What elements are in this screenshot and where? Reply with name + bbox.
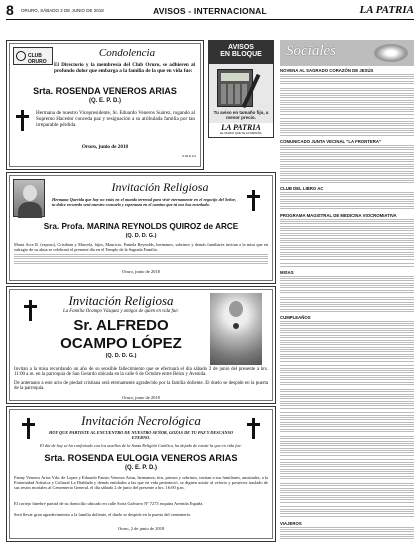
invitacion1-title: Invitación Religiosa [111, 180, 209, 194]
promo-brand-name: LA PATRIA [221, 123, 261, 132]
necrologica-sub: El día de hoy se ha confortado con los auxilios de la Santa Religión Católica, ha dejado de existir la que en vida fue: [40, 443, 242, 448]
sociales-text-programa [280, 219, 414, 267]
page-header [6, 4, 414, 20]
necrologica-qepd: (Q. E. P. D.) [125, 465, 157, 471]
condolencia-qepd: (Q. E. P. D.) [89, 98, 121, 104]
promo-brand [209, 123, 273, 138]
sociales-heading-junta: COMUNICADO JUNTA VECINAL "LA FRONTERA" [280, 139, 381, 144]
sociales-text-club [280, 192, 414, 210]
invitacion2-title: Invitación Religiosa [68, 293, 174, 308]
invitacion2-intro: La Familia Ocampo Vásquez y amigos de quien en vida fue: [63, 309, 179, 314]
sociales-text-novena [280, 74, 414, 136]
sociales-heading-novena: NOVENA AL SAGRADO CORAZÓN DE JESÚS [280, 68, 374, 73]
sacred-heart-image [210, 293, 262, 365]
invitacion-religiosa-marina [6, 172, 276, 284]
cross-icon [247, 190, 260, 211]
sociales-heading-misas: MISAS [280, 270, 294, 275]
page-date: ORURO, SÁBADO 2 DE JUNIO DE 2018 [21, 8, 104, 13]
sociales-decoration-icon [374, 44, 408, 62]
section-title: AVISOS - INTERNACIONAL [153, 6, 267, 16]
promo-caption: Tu aviso en tamaño fijo, a menor precio. [213, 110, 269, 120]
page-number: 8 [6, 2, 14, 18]
sociales-heading-programa: PROGRAMA MAGISTRAL DE MEDICINA VIOCROMIATIVA [280, 213, 397, 218]
invitacion1-intro: Hermana Querida que hoy no estás en el mundo terrenal para vivir eternamente en el regocijo del Señor, tu dulce recuerdo será nuestro consuelo y esperanza en el camino que tú nos has enseñado. [52, 197, 236, 207]
promo-headline [209, 41, 273, 64]
necrologica-thanks: Será llevar gran agradecimiento a la familia doliente, el duelo se despide en la puerta del cementerio. [14, 512, 192, 517]
sociales-text-cumpleanos [280, 321, 414, 517]
condolencia-body: Hermana de nuestro Vicepresidente, Sr. Eduardo Veneros Suárez, rogando al Supremo Hacedor conceda paz y resignación a su atribulada familia por tan irreparable pérdida. [36, 110, 195, 128]
invitacion1-qepd: (Q. D. D. G.) [125, 233, 157, 239]
invitacion2-thanks: De antemano a este acto de piedad cristiana será eternamente agradecido por la familia doliente. El duelo se despide en la puerta de la parroquia. [14, 381, 268, 391]
invitacion2-firstname: ALFREDO [96, 317, 169, 334]
invitacion-religiosa-alfredo [6, 286, 276, 404]
invitacion2-prefix: Sr. [73, 317, 93, 334]
condolencia-title: Condolencia [98, 47, 156, 59]
condolencia-place: Oruro, junio de 2018 [81, 144, 129, 150]
necrologica-body: Fanny Veneros Arias Vda. de Lopez y Eduardo Fausto Veneros Arias, hermanos; tíos, primos y sobrinos, invitan a sus familiares, amistades, a la Fraternidad Artística y Cultural La Diablada y demás entidades a las que en vida perteneció, se dignen asistir al velorio y posterior traslado de sus restos mortales al Cementerio General, el día sábado 2 de junio del presente a hrs. 16:00 p.m. [14, 475, 268, 490]
club-logo-text: CLUB ORURO [28, 53, 47, 65]
invitacion-necrologica [6, 406, 276, 542]
invitacion2-body: Invitan a la misa recordando un año de su sensible fallecimiento que se efectuará el día sábado 2 de junio del presente a hrs. 11:00 a.m. en la parroquia de San Gerardo ubicada en la calle 6 de Octubre entre Belzu y Avenida. [14, 367, 268, 377]
sociales-title: Sociales [286, 43, 336, 59]
promo-line2: EN BLOQUE [220, 51, 262, 58]
club-logo [13, 47, 53, 65]
invitacion2-surname: OCAMPO LÓPEZ [60, 335, 182, 352]
condolencia-code: 6.49 E 1/1 [182, 154, 196, 158]
invitacion1-body: Marta Arce R. (esposo), Cristhian y Marcela, hijos, Mauricio, Pamela Reynolds, hermanos, sobrinos y demás familiares invitan a la misa que en sufragio de su alma se celebrará el presente día en el Templo de la Sagrada Familia. [14, 242, 268, 252]
necrologica-intro: HOY QUE PARTISTE AL ENCUENTRO DE NUESTRO SEÑOR, GOZAS DE TU PAZ Y DESCANSO ETERNO. [49, 430, 233, 440]
promo-line1: AVISOS [228, 44, 254, 51]
club-logo-icon [16, 51, 26, 61]
invitacion1-name: Sra. Profa. MARINA REYNOLDS QUIROZ de ARCE [43, 222, 239, 231]
condolencia-ad [6, 40, 204, 170]
sociales-text-viajeros [280, 527, 414, 539]
sociales-column [280, 40, 414, 542]
invitacion1-body-continued [14, 254, 268, 265]
sociales-text-junta [280, 145, 414, 183]
invitacion2-qepd: (Q. D. D. G.) [105, 353, 137, 359]
necrologica-route: El cortejo fúnebre partirá de su domicilio ubicado en calle Soria Galvarro Nº 7273 esquina Avenida España. [14, 501, 204, 506]
invitacion2-place: Oruro, junio de 2018 [122, 395, 160, 400]
sociales-heading-cumpleanos: CUMPLEAÑOS [280, 315, 311, 320]
sociales-banner [280, 40, 414, 66]
necrologica-title: Invitación Necrológica [81, 413, 201, 428]
necrologica-place: Oruro, 2 de junio de 2018 [117, 526, 165, 531]
necrologica-name: Srta. ROSENDA EULOGIA VENEROS ARIAS [44, 453, 238, 463]
promo-brand-tagline: EL DIARIO QUE TE ACOMPAÑA [220, 131, 262, 135]
condolencia-intro: El Directorio y la membresía del Club Oruro, se adhieren al profundo dolor que embarga a la familia de la que en vida fue: [54, 62, 195, 74]
invitacion1-place: Oruro, junio de 2018 [122, 269, 160, 274]
cross-icon [16, 110, 29, 131]
promo-ad [208, 40, 274, 138]
portrait-photo-marina [13, 179, 45, 217]
condolencia-name: Srta. ROSENDA VENEROS ARIAS [33, 86, 177, 96]
sociales-heading-club: CLUB DEL LIBRO AC [280, 186, 324, 191]
sociales-text-misas [280, 276, 414, 312]
sociales-heading-viajeros: VIAJEROS [280, 521, 302, 526]
newspaper-logo: LA PATRIA [359, 4, 414, 16]
